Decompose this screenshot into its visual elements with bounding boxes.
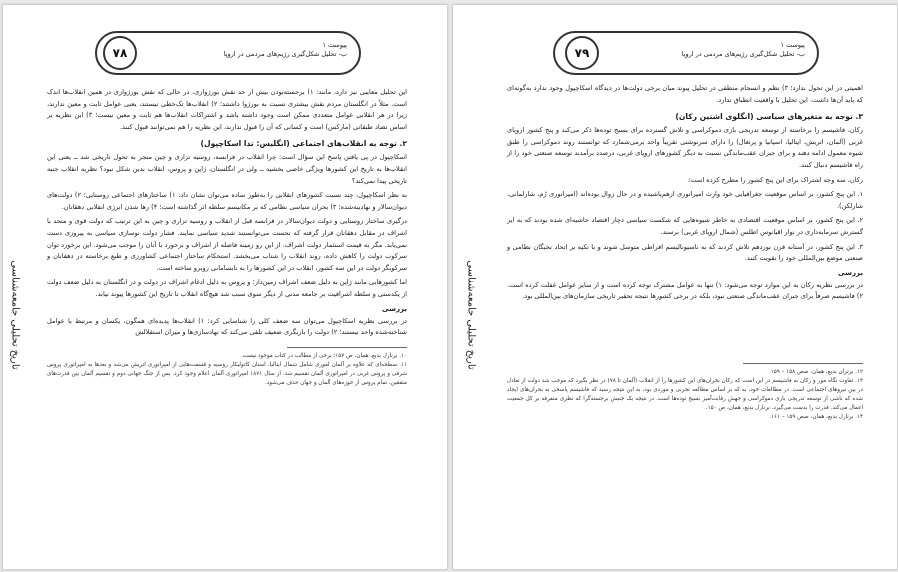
paragraph: در بررسی نظریه رکان به این موارد توجه می‌شود: ۱) تنها به عوامل مشترک توجه کرده است و از سایر عوامل غفلت کرده است. ۲) فاشیسم صرفاً برای جبران عقب‌ماندگی صنعتی نبود، بلکه در برخی کشورها نتیجه تحقیر تاریخی سازمان‌های بین‌المللی بود. bbox=[507, 280, 863, 301]
footnote: ۱۲. برتران بدیع، همان، صص ۱۵۸ – ۱۵۹. bbox=[768, 368, 863, 375]
footnote: ۱۴. برنارل بدیع، همان، صص ۱۵۹ – ۱۶۱. bbox=[769, 413, 863, 420]
header-text bbox=[224, 41, 347, 59]
paragraph: به نظر اسکاچپول، چند نسبت کشورهای انقلابی را به‌طور ساده می‌توان نشان داد: ۱) ساختارهای اجتماعی روستایی؛ ۲) دولت‌های دیوان‌سالار و نهادینه‌شده؛ ۳) بحران سیاسی نظامی که بر مکانیسم سلطه اثر گذاشته است؛ ۴) رها شدن انرژی انقلابی دهقانان. bbox=[47, 191, 407, 211]
footnote-divider bbox=[287, 347, 407, 348]
subheading: بررسی bbox=[838, 268, 863, 277]
page-number: ۷۹ bbox=[565, 36, 599, 70]
paragraph: درگیری ساختار روستایی و دولت دیوان‌سالار در فرانسه قبل از انقلاب و روسیه تزاری و چین به این ترتیب که دولت قوی و متحد با اشراف در مقابل دهقانان قرار گرفته که نحست می‌توانستند شدید سیاسی نمایند. فشار دولت نوسازی سیاسی به پیروزی دست نمی‌یابد. مگر به قیمت استثمار دولت اشراف. از این رو زمینه فاصله از اشراف و برخورد با آنان را موجب می‌شود. این برخورد توان سرکوب دولت را کاهش داده، روند انقلاب را شتاب می‌بخشد. استحکام ساختار اجتماعی کشاورزی و طبع برخاسته در دهقانان و سرکوبگر دولت در این سه کشور، انقلاب در این کشورها را به نابسامانی روبرو ساخته است. bbox=[47, 217, 407, 272]
footnote: ۱۳. تفاوت نگاه مور و رکان به فاشیسم در این است که رکان بحران‌های این کشورها را از انقلاب (آلمان تا ۷۸) در نظر بگیرد که موجب شد دولت از تعادل در بین نیروهای اجتماعی است. در مطالعات خود، به که بر اساس مطالعه تجربی و موردی بود، به این نتیجه رسید که فاشیسم پاسخی به بحران‌های ایجاد شده که ناشی از توسعه تدریجی بازی دموکراسی و جهش رقابت‌آمیز بسیج توده‌ها است. در نتیجه یک جنبش برجسته‌گرا که نظری متفرقه بر کل جمعیت اعمال می‌کند. قدرت را بدست می‌گیرد. برنارل بدیع، همان، ص ۱۵۰. bbox=[507, 377, 863, 411]
section-heading: ۲. توجه به انقلاب‌های اجتماعی (انگلیس: تدا اسکاچپول) bbox=[200, 139, 407, 149]
paragraph: رکان، سه وجه اشتراک برای این پنج کشور را مطرح کرده است: bbox=[688, 175, 863, 184]
running-header bbox=[553, 31, 819, 75]
left-page bbox=[2, 4, 448, 570]
list-item: ۱. این پنج کشور، بر اساس موقعیت جغرافیایی خود وارث امپراتوری ازهم‌پاشیده و در حال زوال بوده‌اند (امپراتوری رُم، شارلمانی، شارلکن). bbox=[507, 190, 863, 210]
list-item: ۲. این پنج کشور، بر اساس موقعیت اقتصادی به خاطر شیوه‌هایی که شکست سیاسی دچار اقتصاد حاشیه‌ای شده بودند که به ایر گسترش سرمایه‌داری در نوار اقیانوس اطلس (شمال اروپای غربی) برسند. bbox=[507, 216, 863, 236]
footnote: ۱۱. سطحه‌ای که علاوه بر آلمان اموری شامل شمال ایتالیا، استان کاتولیکار روسیه و قسمت‌هایی از امپراتوری اتریش می‌شد و بعدها به امپراتوری پروس شرقی و پروس غربی در امپراتوری آلمان تقسیم شد. از سال ۱۸۷۱ امپراتوری آلمان اعلام وجود کرد. پس از جنگ جهانی دوم و تقسیم آلمان بین قدرت‌های متفقین، تمام پروس از حوزه‌های آلمان و جهان حذف می‌شود. bbox=[47, 361, 407, 386]
header-section-title: ب- تحلیل شکل‌گیری رژیم‌های مردمی در اروپا bbox=[223, 50, 347, 58]
header-appendix-label: پیوست ۱ bbox=[780, 41, 805, 49]
side-title-text: تاریخ تحلیلی جامعه‌شناسی bbox=[465, 260, 477, 370]
page-body bbox=[47, 87, 407, 388]
header-appendix-label: پیوست ۱ bbox=[322, 41, 347, 49]
paragraph: رکان، فاشیسم را برخاسته از توسعه تدریجی بازی دموکراسی و تلاش گسترده برای بسیج توده‌ها ذکر می‌کند و پنج کشور اروپای غربی (آلمان، اتریش، ایتالیا، اسپانیا و پرتغال) را دارای سرنوشتی تقریباً واحد برمی‌شمارد که توانستند روند دموکراسی را طبق شیوه معمول ادامه دهند و برای جبران عقب‌ماندگی نسبت به دیگر کشورهای اروپای غربی، درصدد برآمدند توسعه صنعتی خود را از راه فاشیسم دنبال کنند. bbox=[507, 126, 863, 169]
section-heading: ۳. توجه به متغیرهای سیاسی (انگلوی اشتین رکان) bbox=[675, 112, 863, 122]
footnote: ۱۰. برنارل بدیع، همان، ص ۱۵۷؛ برخی از مطالب در کتاب موجود نیست. bbox=[240, 352, 407, 359]
header-section-title: ب- تحلیل شکل‌گیری رژیم‌های مردمی در اروپا bbox=[681, 50, 805, 58]
page-number: ۷۸ bbox=[103, 36, 137, 70]
running-header bbox=[95, 31, 361, 75]
paragraph: اسکاچپول در پی یافتن پاسخ این سؤال است: چرا انقلاب در فرانسه، روسیه تزاری و چین منجر به تحول تاریخی شد ــ یعنی این انقلاب‌ها به تاریخ این کشورها ویژگی خاصی بخشید ــ ولی در انگلستان، ژاپن و پروس، انقلاب بدین شکل نبود؟ نظریه انقلاب جنبه تاریخی پیدا نمی‌کند؟ bbox=[47, 153, 407, 185]
paragraph: اهمیتی در این تحول ندارد؛ ۳) نظم و انسجام منطقی در تحلیل پیوند میان برخی دولت‌ها در دیدگاه اسکاچپول وجود ندارد به‌گونه‌ای که باید آن‌ها داشت. این تحلیل با واقعیت انطباق ندارد. bbox=[507, 84, 863, 104]
side-title bbox=[461, 245, 481, 385]
footnote-divider bbox=[743, 363, 863, 364]
side-title bbox=[5, 245, 25, 385]
page-body bbox=[507, 83, 863, 422]
list-item: ۳. این پنج کشور، در آستانه قرن نوزدهم تلاش کردند که به ناسیونالیسم افراطی متوسل شوند و با تکیه بر اتحاد نخبگان نظامی و صنعتی موضع بین‌المللی خود را تقویت کنند. bbox=[507, 242, 863, 263]
subheading: بررسی bbox=[382, 304, 407, 313]
paragraph: در بررسی نظریه اسکاچپول می‌توان سه ضعف کلی را شناسایی کرد: ۱) انقلاب‌ها پدیده‌ای همگون، یکسان و مرتبط با عوامل شناخته‌شده واحد نیستند؛ ۲) دولت را بازیگری ضعیف تلقی می‌کند که نهادسازی‌ها و میزان استقلالش bbox=[47, 316, 407, 337]
paragraph: اما کشورهایی مانند ژاپن به دلیل ضعف اشراف زمین‌دار؛ و پروس به دلیل ادغام اشراف در دولت و در انگلستان به دلیل ضعف دولت از یکدستی و سلطه اشرافیت بر جامعه مدنی از دیگر سوی سبب شد هیچ‌گاه انقلاب تا تاریخ این کشورها پیوند نیابد. bbox=[47, 278, 407, 298]
header-text bbox=[682, 41, 805, 59]
side-title-text: تاریخ تحلیلی جامعه‌شناسی bbox=[9, 260, 21, 370]
right-page bbox=[452, 4, 898, 570]
paragraph: این تحلیل معایبی نیز دارد، مانند: ۱) برجسته‌بودن بیش از حد نقش بورژوازی، در حالی که نقش بورژوازی در همین انقلاب‌ها اندک است. مثلاً در انگلستان مردم نقش بیشتری نسبت به بورژوا داشتند؛ ۲) انقلاب‌ها تک‌خطی نیستند، یعنی عوامل ثابت و معین ندارند، زیرا در هر انقلابی عوامل متعددی ممکن است وجود داشته باشد و اشتراکات انقلاب‌ها هم ثابت و معین نیست؛ ۳) این نظریه بر اساس تضاد طبقاتی (مارکس) است و کسانی که آن را قبول ندارند، این نظریه را هم نمی‌توانند قبول کنند. bbox=[47, 88, 408, 131]
